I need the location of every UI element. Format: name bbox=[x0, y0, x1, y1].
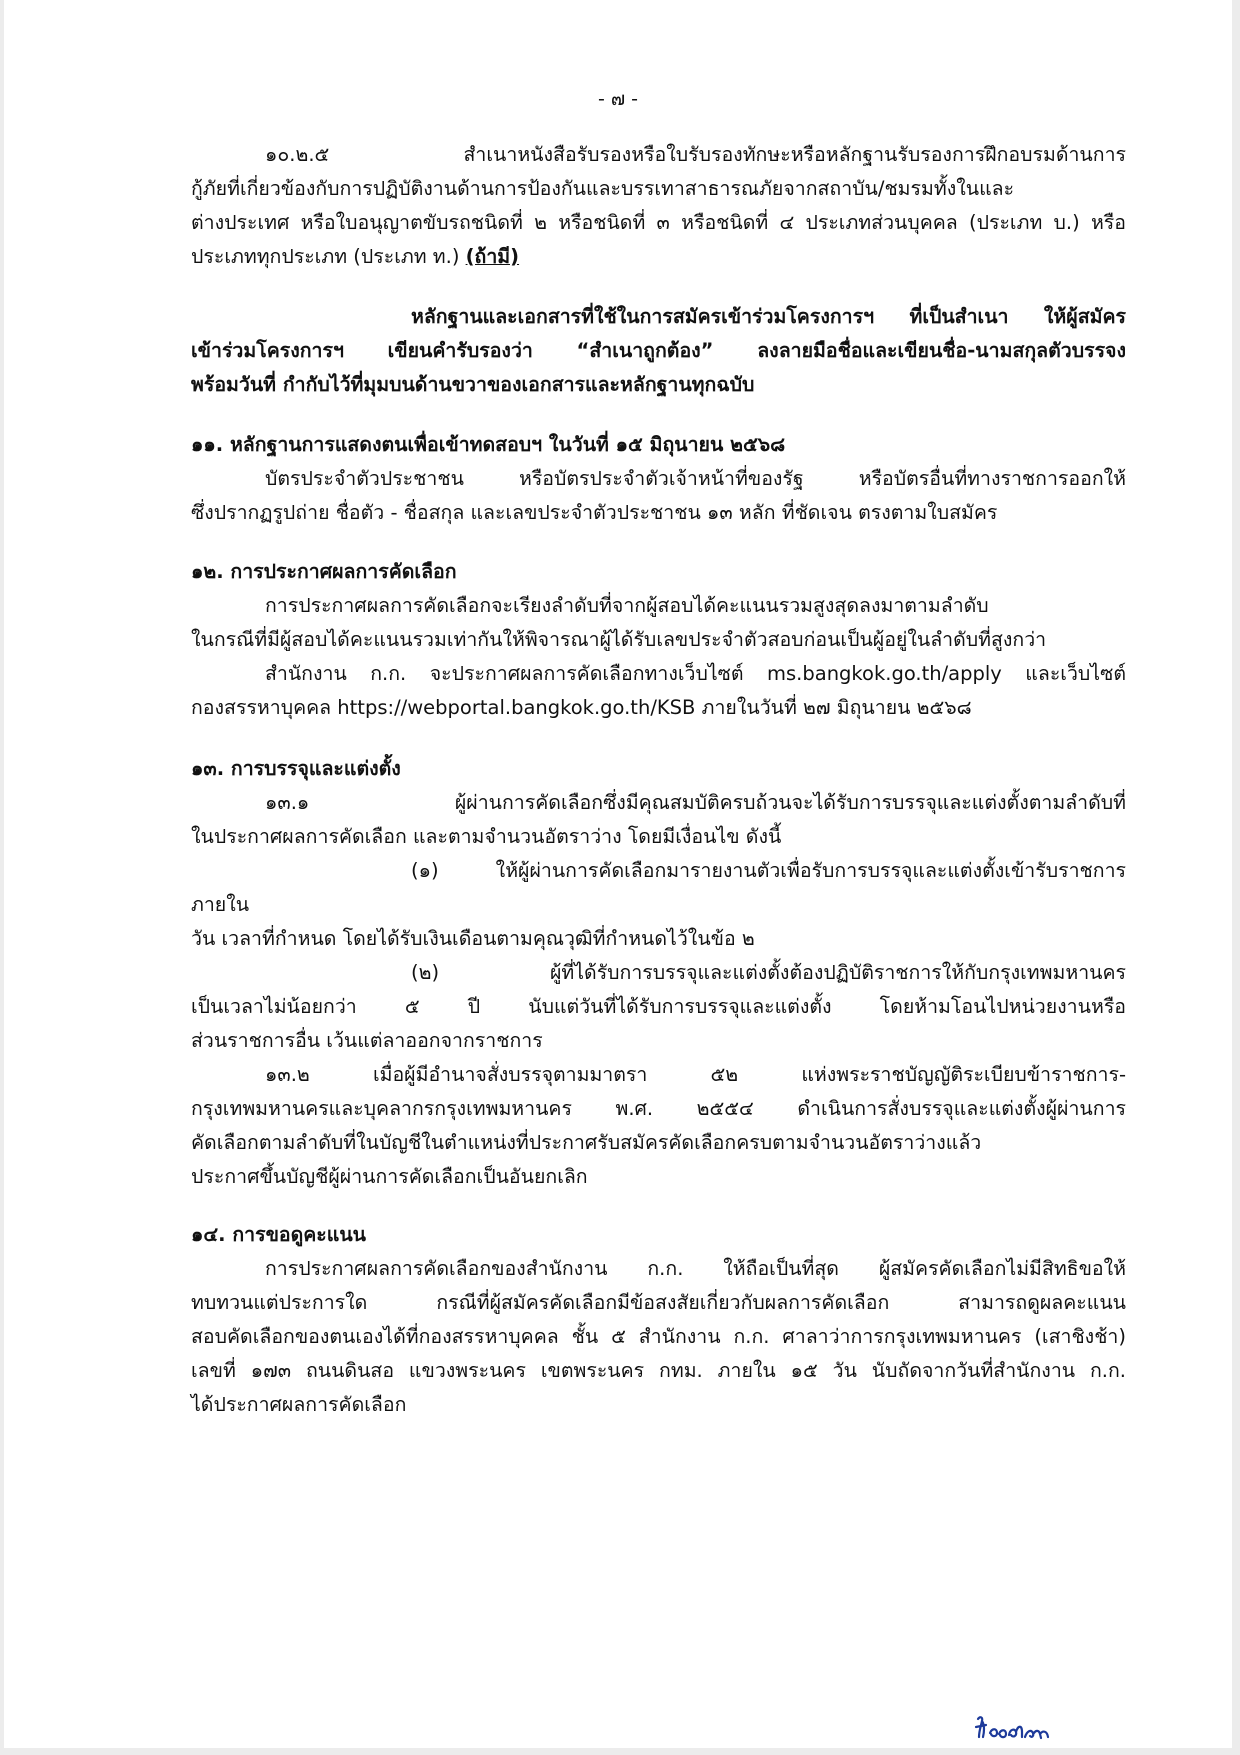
section-14 bbox=[191, 1218, 1126, 1422]
section-heading: ๑๑. หลักฐานการแสดงตนเพื่อเข้าทดสอบฯ ในวันที่ ๑๕ มิถุนายน ๒๕๖๘ bbox=[191, 433, 786, 456]
paragraph-line: กู้ภัยที่เกี่ยวข้องกับการปฏิบัติงานด้านการป้องกันและบรรเทาสาธารณภัยจากสถาบัน/ชมรมทั้งในและ bbox=[191, 177, 1015, 200]
paragraph-line: ซึ่งปรากฏรูปถ่าย ชื่อตัว - ชื่อสกุล และเลขประจำตัวประชาชน ๑๓ หลัก ที่ชัดเจน ตรงตามใบสมัคร bbox=[191, 501, 998, 524]
paragraph-line: ในประกาศผลการคัดเลือก และตามจำนวนอัตราว่าง โดยมีเงื่อนไข ดังนี้ bbox=[191, 825, 782, 848]
paragraph-line: ทบทวนแต่ประการใด กรณีที่ผู้สมัครคัดเลือกมีข้อสงสัยเกี่ยวกับผลการคัดเลือก สามารถดูผลคะแนน bbox=[191, 1291, 1126, 1314]
paragraph-line: ๑๐.๒.๕ สำเนาหนังสือรับรองหรือใบรับรองทักษะหรือหลักฐานรับรองการฝึกอบรมด้านการ bbox=[265, 143, 1126, 166]
document-page bbox=[4, 0, 1232, 1748]
section-12 bbox=[191, 555, 1126, 725]
paragraph-line: บัตรประจำตัวประชาชน หรือบัตรประจำตัวเจ้าหน้าที่ของรัฐ หรือบัตรอื่นที่ทางราชการออกให้ bbox=[265, 467, 1126, 490]
paragraph-line: ๑๓.๑ ผู้ผ่านการคัดเลือกซึ่งมีคุณสมบัติครบถ้วนจะได้รับการบรรจุและแต่งตั้งตามลำดับที่ bbox=[265, 791, 1126, 814]
paragraph-line: ๑๓.๒ เมื่อผู้มีอำนาจสั่งบรรจุตามมาตรา ๕๒ แห่งพระราชบัญญัติระเบียบข้าราชการ- bbox=[265, 1063, 1126, 1086]
paragraph-line: กองสรรหาบุคคล https://webportal.bangkok.go.th/KSB ภายในวันที่ ๒๗ มิถุนายน ๒๕๖๘ bbox=[191, 696, 972, 719]
paragraph-line: คัดเลือกตามลำดับที่ในบัญชีในตำแหน่งที่ประกาศรับสมัครคัดเลือกครบตามจำนวนอัตราว่างแล้ว bbox=[191, 1131, 982, 1154]
paragraph-line: กรุงเทพมหานครและบุคลากรกรุงเทพมหานคร พ.ศ. ๒๕๕๔ ดำเนินการสั่งบรรจุและแต่งตั้งผู้ผ่านการ bbox=[191, 1097, 1126, 1120]
paragraph-line: (๑) ให้ผู้ผ่านการคัดเลือกมารายงานตัวเพื่อรับการบรรจุและแต่งตั้งเข้ารับราชการภายใน bbox=[191, 859, 1126, 916]
paragraph-line bbox=[191, 240, 1126, 274]
paragraph-line: วัน เวลาที่กำหนด โดยได้รับเงินเดือนตามคุณวุฒิที่กำหนดไว้ในข้อ ๒ bbox=[191, 927, 755, 950]
section-heading: ๑๒. การประกาศผลการคัดเลือก bbox=[191, 560, 457, 583]
certified-copy-note bbox=[191, 300, 1126, 402]
paragraph-line: ส่วนราชการอื่น เว้นแต่ลาออกจากราชการ bbox=[191, 1029, 543, 1052]
paragraph-line: สอบคัดเลือกของตนเองได้ที่กองสรรหาบุคคล ชั้น ๕ สำนักงาน ก.ก. ศาลาว่าการกรุงเทพมหานคร (เสาชิงช้า) bbox=[191, 1325, 1126, 1348]
paragraph-line: (๒) ผู้ที่ได้รับการบรรจุและแต่งตั้งต้องปฏิบัติราชการให้กับกรุงเทพมหานคร bbox=[411, 961, 1126, 984]
page-number: - ๗ - bbox=[597, 88, 639, 110]
section-11 bbox=[191, 428, 1126, 530]
section-heading: ๑๓. การบรรจุและแต่งตั้ง bbox=[191, 757, 401, 780]
paragraph-line: สำนักงาน ก.ก. จะประกาศผลการคัดเลือกทางเว็บไซต์ ms.bangkok.go.th/apply และเว็บไซต์ bbox=[265, 662, 1126, 685]
paragraph-line: เลขที่ ๑๗๓ ถนนดินสอ แขวงพระนคร เขตพระนคร กทม. ภายใน ๑๕ วัน นับถัดจากวันที่สำนักงาน ก.ก. bbox=[191, 1359, 1126, 1382]
paragraph-line: การประกาศผลการคัดเลือกของสำนักงาน ก.ก. ให้ถือเป็นที่สุด ผู้สมัครคัดเลือกไม่มีสิทธิขอให้ bbox=[265, 1257, 1126, 1280]
paragraph-line: ต่างประเทศ หรือใบอนุญาตขับรถชนิดที่ ๒ หรือชนิดที่ ๓ หรือชนิดที่ ๔ ประเภทส่วนบุคคล (ประเภท บ.) หรือ bbox=[191, 211, 1126, 234]
paragraph-line: ประกาศขึ้นบัญชีผู้ผ่านการคัดเลือกเป็นอันยกเลิก bbox=[191, 1165, 588, 1188]
paragraph-line: พร้อมวันที่ กำกับไว้ที่มุมบนด้านขวาของเอกสารและหลักฐานทุกฉบับ bbox=[191, 373, 755, 396]
paragraph-line: การประกาศผลการคัดเลือกจะเรียงลำดับที่จากผู้สอบได้คะแนนรวมสูงสุดลงมาตามลำดับ bbox=[265, 594, 989, 617]
handwritten-initials-icon bbox=[972, 1713, 1054, 1743]
paragraph-line: เป็นเวลาไม่น้อยกว่า ๕ ปี นับแต่วันที่ได้รับการบรรจุและแต่งตั้ง โดยห้ามโอนไปหน่วยงานหรือ bbox=[191, 995, 1126, 1018]
section-heading: ๑๔. การขอดูคะแนน bbox=[191, 1223, 367, 1246]
paragraph-line: หลักฐานและเอกสารที่ใช้ในการสมัครเข้าร่วมโครงการฯ ที่เป็นสำเนา ให้ผู้สมัคร bbox=[411, 305, 1126, 328]
item-10-2-5 bbox=[191, 138, 1126, 274]
paragraph-line: ได้ประกาศผลการคัดเลือก bbox=[191, 1393, 407, 1416]
paragraph-line: เข้าร่วมโครงการฯ เขียนคำรับรองว่า “สำเนาถูกต้อง” ลงลายมือชื่อและเขียนชื่อ-นามสกุลตัวบรรจง bbox=[191, 339, 1126, 362]
section-13 bbox=[191, 752, 1126, 1194]
paragraph-text: ประเภททุกประเภท (ประเภท ท.) bbox=[191, 245, 460, 268]
paragraph-line: ในกรณีที่มีผู้สอบได้คะแนนรวมเท่ากันให้พิจารณาผู้ได้รับเลขประจำตัวสอบก่อนเป็นผู้อยู่ในลำดับที่สูงกว่า bbox=[191, 628, 1047, 651]
optional-note: (ถ้ามี) bbox=[465, 245, 520, 268]
